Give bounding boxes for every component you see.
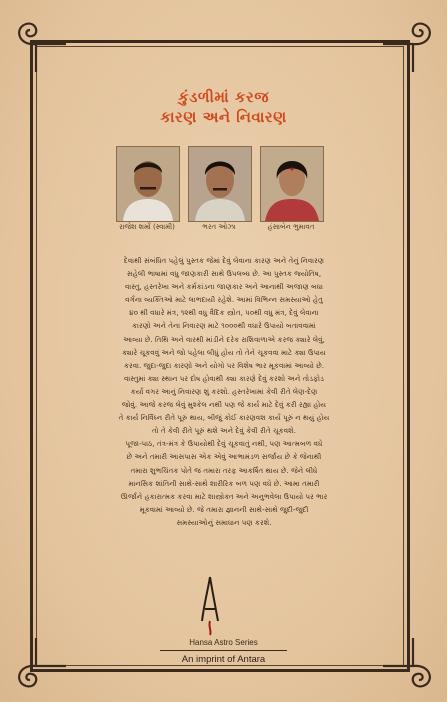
description-line: સહેલી ભાષામાં વધુ જાણકારી સાથે ઉપલબ્ધ છે. આ પુસ્તક જ્યોતિષ, <box>126 269 322 279</box>
description-line: તે કાર્ય નિર્વિઘ્ન રીતે પૂરું થાય, બીજું કોઈ કારણવશ કાર્ય પૂરું ન થયું હોય <box>118 413 330 423</box>
publisher-series: Hansa Astro Series <box>189 638 258 647</box>
author-name: રાજેશ શર્મા (સ્વામી) <box>119 223 175 231</box>
description-line: કરવા. જુદા-જુદા કારણો અને યોગો પર વિશેષ ભાર મૂકવામાં આવ્યો છે. <box>123 360 325 370</box>
description-line: તો તે કેવી રીતે પૂરું થશે અને દેવું કેવી રીતે ચૂકવશે. <box>151 426 296 436</box>
description-line: દેવાથી સંબંધિત પહેલું પુસ્તક જેમાં દેવું લેવાના કારણ અને તેનું નિવારણ <box>123 256 325 265</box>
description-line: વાસ્તુ, હસ્તરેખા અને કર્મકાંડના જાણકાર અને આનાથી અજાણ બધા <box>125 282 323 292</box>
corner-ornament-icon <box>8 14 68 74</box>
book-title-line1: કુંડળીમાં કરજ <box>178 88 269 106</box>
description-line: આવ્યા છે. તિથિ અને વારથી માંડીને દરેક રાશિવાળાએ કરજ ક્યારે લેવું, <box>123 334 325 344</box>
description-line: સમસ્યાઓનું સમાધાન પણ કરશે. <box>176 517 272 527</box>
publisher-logo-icon <box>199 575 221 637</box>
corner-ornament-icon <box>381 14 441 74</box>
description-line: વર્ગના વ્યક્તિઓ માટે લાભદાયી રહેશે. આમાં વિભિન્ન સમસ્યાઓ હેતુ <box>125 295 323 305</box>
divider <box>160 650 287 651</box>
description-line: મૂકવામાં આવ્યો છે. જે તમારા જ્ઞાનની સાથે-સાથે જુદી-જુદી <box>139 504 309 514</box>
description-line: માનસિક શાંતિની સાથે-સાથે શારીરિક બળ પણ વધે છે. આમા તમારી <box>128 478 320 488</box>
description-line: કર્યા વગર આનું નિવારણ શું કરશો. હસ્તરેખામાં કેવી રીતે લેણ-દેણ <box>130 386 318 396</box>
author-photo <box>260 146 324 222</box>
author-photo <box>188 146 252 222</box>
author-photo <box>116 146 180 222</box>
book-description <box>50 254 398 529</box>
author-name: હંસાબેન ભુમાવત <box>267 223 315 231</box>
publisher-imprint: An imprint of Antara <box>181 654 266 665</box>
author-name: ભરત ઓઝા <box>202 223 236 231</box>
description-line: પૂજા-પાઠ, તંત્ર-મંત્ર કે ઉપાયોથી દેવું ચૂકવાતું નથી, પણ આત્મબળ વધે <box>125 439 323 449</box>
description-line: ઊર્જાને હકારાત્મક કરવા માટે શાસ્ત્રોક્ત અને અનુભવેલા ઉપાયો પર ભાર <box>120 491 328 501</box>
description-line: જોવું. આજે કરજ લેવું મુશ્કેલ નથી પણ જે કાર્ય માટે દેવું કરી રહ્યા હોય <box>121 400 327 410</box>
description-line: વાસ્તુમાં ક્યા સ્થાન પર દોષ હોવાથી ક્યા કારણે દેવું કરશો અને તોડફોડ <box>123 373 325 383</box>
description-line: ક્યારે ચૂકવવું અને જો પહેલા લીધું હોય તો તેને ચૂકવવા માટે ક્યા ઉપાય <box>122 347 326 357</box>
description-line: તમારા શુભચિંતક પોતે જ તમારા તરફ આકર્ષિત થાય છે. જેને લીધે <box>130 465 318 475</box>
book-title-line2: કારણ અને નિવારણ <box>160 108 287 126</box>
description-line: ૪૦ થી વધારે મંત્ર, ૧૨થી વધુ વૈદિક સ્ત્રોત, ૫૦થી વધુ મંત્ર, દેવું લેવાના <box>129 308 319 318</box>
description-line: છે અને તમારી આસપાસ એક એવું આભામંડળ સર્જાય છે કે જેનાથી <box>126 452 322 462</box>
description-line: કારણો અને તેના નિવારણ માટે ૧૦૦૦થી વધારે ઉપાયો બતાવવામાં <box>132 321 316 331</box>
